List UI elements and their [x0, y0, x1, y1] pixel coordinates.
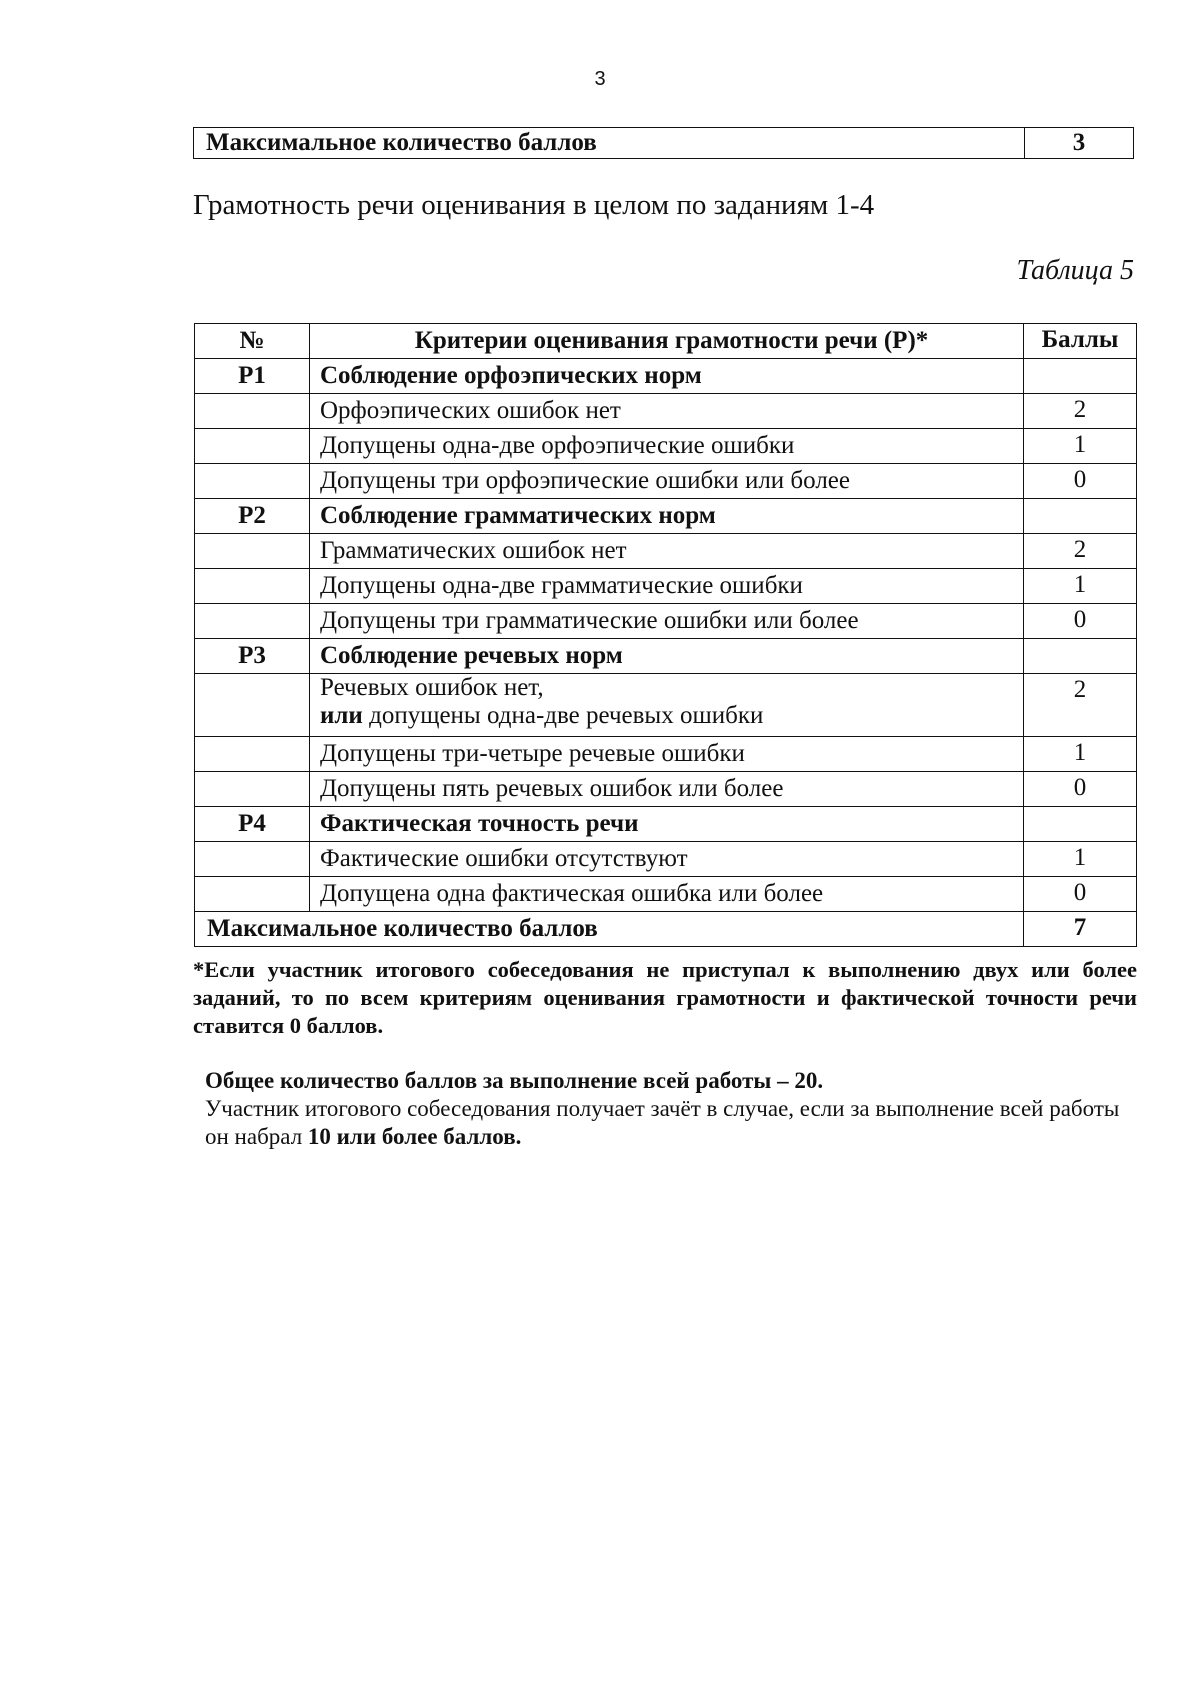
group-row-p2 [195, 499, 1137, 534]
criterion-points: 1 [1024, 569, 1137, 604]
group-row-p1 [195, 359, 1137, 394]
group-points [1024, 639, 1137, 674]
empty-cell [195, 394, 310, 429]
criterion-text: Допущены три орфоэпические ошибки или более [310, 464, 1024, 499]
empty-cell [195, 464, 310, 499]
table-row [195, 674, 1137, 737]
table-caption: Таблица 5 [1016, 255, 1134, 286]
criterion-line-2 [320, 702, 1023, 730]
criterion-text: Фактические ошибки отсутствуют [310, 842, 1024, 877]
group-title: Соблюдение орфоэпических норм [310, 359, 1024, 394]
criterion-points: 0 [1024, 464, 1137, 499]
table-row [195, 877, 1137, 912]
empty-cell [195, 534, 310, 569]
empty-cell [195, 429, 310, 464]
group-title: Фактическая точность речи [310, 807, 1024, 842]
total-row [195, 912, 1137, 947]
empty-cell [195, 877, 310, 912]
criterion-text: Допущены три грамматические ошибки или более [310, 604, 1024, 639]
page-number: 3 [594, 68, 606, 90]
table-row [195, 604, 1137, 639]
pass-threshold: 10 или более баллов. [307, 1124, 522, 1149]
criterion-points: 1 [1024, 737, 1137, 772]
group-points [1024, 807, 1137, 842]
criterion-points: 0 [1024, 877, 1137, 912]
header-criteria: Критерии оценивания грамотности речи (Р)* [310, 324, 1024, 359]
emphasis-word: или [320, 702, 363, 729]
max-score-table [193, 127, 1134, 159]
max-score-label: Максимальное количество баллов [194, 128, 1025, 159]
table-row [195, 464, 1137, 499]
header-points: Баллы [1024, 324, 1137, 359]
criterion-points: 1 [1024, 429, 1137, 464]
criterion-points: 0 [1024, 772, 1137, 807]
max-score-value: 3 [1025, 128, 1134, 159]
criteria-table [194, 323, 1137, 947]
table-header-row [195, 324, 1137, 359]
total-value: 7 [1024, 912, 1137, 947]
empty-cell [195, 604, 310, 639]
criterion-text: Допущены одна-две грамматические ошибки [310, 569, 1024, 604]
group-code: Р2 [195, 499, 310, 534]
criterion-line-2-rest: допущены одна-две речевых ошибки [362, 702, 764, 729]
group-title: Соблюдение грамматических норм [310, 499, 1024, 534]
criterion-text [310, 674, 1024, 737]
table-row [195, 569, 1137, 604]
empty-cell [195, 674, 310, 737]
total-label: Максимальное количество баллов [195, 912, 1024, 947]
empty-cell [195, 842, 310, 877]
pass-condition [205, 1095, 1125, 1151]
criterion-points: 2 [1024, 534, 1137, 569]
criterion-text: Грамматических ошибок нет [310, 534, 1024, 569]
group-row-p3 [195, 639, 1137, 674]
group-points [1024, 359, 1137, 394]
group-code: Р3 [195, 639, 310, 674]
empty-cell [195, 772, 310, 807]
criterion-points: 2 [1024, 394, 1137, 429]
criterion-text: Орфоэпических ошибок нет [310, 394, 1024, 429]
group-code: Р4 [195, 807, 310, 842]
table-row [195, 842, 1137, 877]
empty-cell [195, 569, 310, 604]
total-score-line: Общее количество баллов за выполнение всей работы – 20. [205, 1068, 824, 1093]
empty-cell [195, 737, 310, 772]
summary [205, 1067, 1125, 1151]
header-num: № [195, 324, 310, 359]
table-row [195, 772, 1137, 807]
section-title: Грамотность речи оценивания в целом по заданиям 1-4 [193, 189, 875, 221]
footnote: *Если участник итогового собеседования не приступал к выполнению двух или более заданий, то по всем критериям оценивания грамотности и фактической точности речи ставится 0 баллов. [193, 957, 1137, 1038]
criterion-text: Допущены пять речевых ошибок или более [310, 772, 1024, 807]
criterion-points: 0 [1024, 604, 1137, 639]
criterion-text: Допущена одна фактическая ошибка или более [310, 877, 1024, 912]
table-row [194, 128, 1134, 159]
criterion-text: Допущены одна-две орфоэпические ошибки [310, 429, 1024, 464]
table-row [195, 429, 1137, 464]
group-title: Соблюдение речевых норм [310, 639, 1024, 674]
table-row [195, 394, 1137, 429]
group-code: Р1 [195, 359, 310, 394]
table-row [195, 534, 1137, 569]
group-row-p4 [195, 807, 1137, 842]
table-row [195, 737, 1137, 772]
criterion-text: Допущены три-четыре речевые ошибки [310, 737, 1024, 772]
pass-condition-text: Участник итогового собеседования получает зачёт в случае, если за выполнение всей работы он набрал [205, 1096, 1120, 1149]
criterion-line-1: Речевых ошибок нет, [320, 674, 544, 701]
criterion-points: 2 [1024, 674, 1137, 737]
criterion-points: 1 [1024, 842, 1137, 877]
group-points [1024, 499, 1137, 534]
